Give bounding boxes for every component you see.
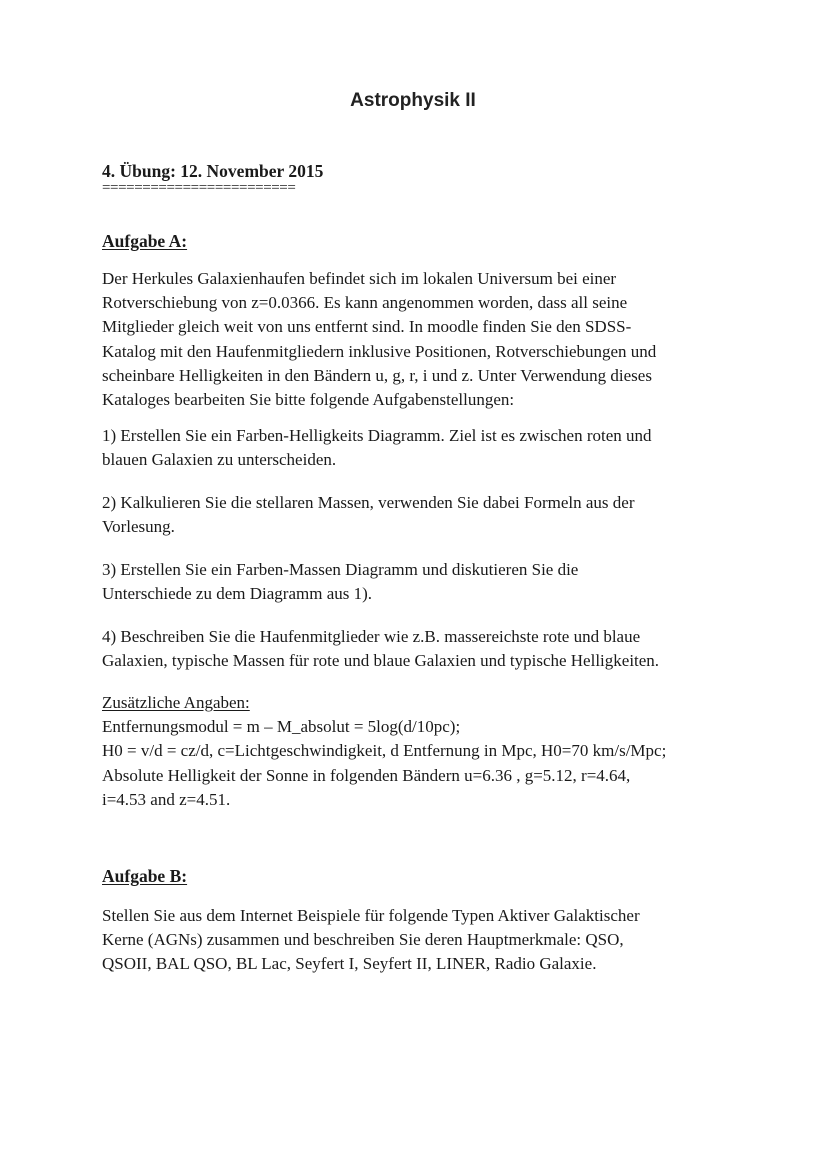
text-line: Kerne (AGNs) zusammen und beschreiben Sie deren Hauptmerkmale: QSO, bbox=[102, 930, 624, 950]
text-line: QSOII, BAL QSO, BL Lac, Seyfert I, Seyfert II, LINER, Radio Galaxie. bbox=[102, 954, 597, 974]
text-line: Mitglieder gleich weit von uns entfernt sind. In moodle finden Sie den SDSS- bbox=[102, 317, 632, 337]
text-line: i=4.53 and z=4.51. bbox=[102, 789, 231, 809]
text-line: Stellen Sie aus dem Internet Beispiele für folgende Typen Aktiver Galaktischer bbox=[102, 906, 640, 925]
aufgabe-a-heading: Aufgabe A: bbox=[102, 231, 188, 251]
text-line: 2) Kalkulieren Sie die stellaren Massen, verwenden Sie dabei Formeln aus der bbox=[102, 493, 635, 512]
text-line: scheinbare Helligkeiten in den Bändern u, g, r, i und z. Unter Verwendung dieses bbox=[102, 365, 652, 385]
exercise-date-heading: 4. Übung: 12. November 2015 bbox=[102, 161, 324, 181]
text-line: 4) Beschreiben Sie die Haufenmitglieder wie z.B. massereichste rote und blaue bbox=[102, 627, 641, 646]
text-line: 3) Erstellen Sie ein Farben-Massen Diagramm und diskutieren Sie die bbox=[102, 560, 579, 579]
task-1 bbox=[102, 424, 752, 472]
aufgabe-a-intro bbox=[102, 267, 752, 412]
aufgabe-b-heading: Aufgabe B: bbox=[102, 866, 188, 886]
separator-line: ======================== bbox=[102, 180, 296, 196]
task-4 bbox=[102, 625, 752, 673]
text-line: Rotverschiebung von z=0.0366. Es kann angenommen worden, dass all seine bbox=[102, 293, 628, 313]
text-line: Kataloges bearbeiten Sie bitte folgende Aufgabenstellungen: bbox=[102, 390, 515, 410]
text-line: Katalog mit den Haufenmitgliedern inklusive Positionen, Rotverschiebungen und bbox=[102, 341, 657, 361]
text-line: Absolute Helligkeit der Sonne in folgenden Bändern u=6.36 , g=5.12, r=4.64, bbox=[102, 765, 631, 785]
text-line: Unterschiede zu dem Diagramm aus 1). bbox=[102, 584, 373, 604]
text-line: 1) Erstellen Sie ein Farben-Helligkeits Diagramm. Ziel ist es zwischen roten und bbox=[102, 426, 652, 445]
text-line: Entfernungsmodul = m – M_absolut = 5log(d/10pc); bbox=[102, 717, 461, 737]
text-line: Galaxien, typische Massen für rote und blaue Galaxien und typische Helligkeiten. bbox=[102, 651, 660, 671]
text-line: Der Herkules Galaxienhaufen befindet sich im lokalen Universum bei einer bbox=[102, 269, 617, 288]
page-title: Astrophysik II bbox=[350, 90, 476, 111]
text-line: H0 = v/d = cz/d, c=Lichtgeschwindigkeit, d Entfernung in Mpc, H0=70 km/s/Mpc; bbox=[102, 741, 667, 761]
text-line: blauen Galaxien zu unterscheiden. bbox=[102, 450, 337, 470]
additional-info bbox=[102, 691, 752, 812]
task-2 bbox=[102, 491, 752, 539]
additional-info-heading: Zusätzliche Angaben: bbox=[102, 693, 250, 712]
text-line: Vorlesung. bbox=[102, 517, 175, 537]
task-3 bbox=[102, 558, 752, 606]
aufgabe-b-text bbox=[102, 904, 752, 977]
